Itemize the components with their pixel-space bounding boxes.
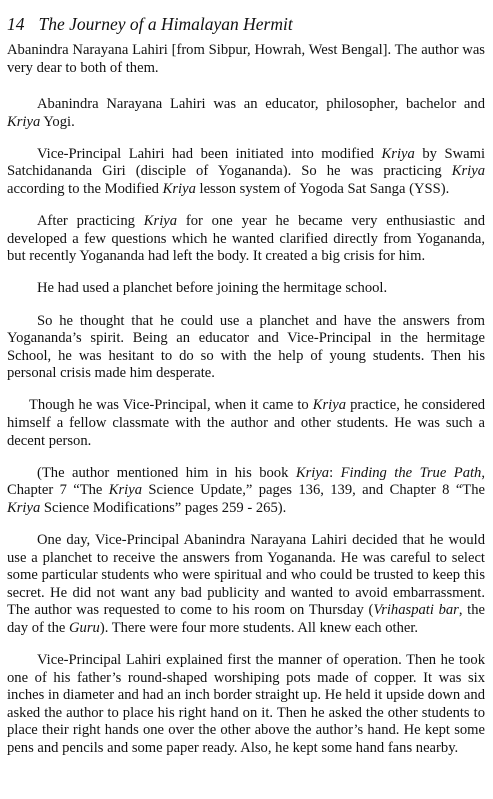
paragraph: [7, 532, 485, 638]
paragraph: [7, 313, 485, 383]
italic-text: Kriya: [7, 113, 41, 130]
text-run: , the day of the: [7, 602, 485, 636]
book-title: The Journey of a Himalayan Hermit: [38, 14, 293, 34]
paragraph: [7, 465, 485, 518]
running-header: [7, 14, 485, 34]
text-run: (The author mentioned him in his book: [37, 464, 296, 481]
text-run: Yogi.: [40, 113, 75, 130]
italic-text: Kriya: [312, 397, 347, 414]
italic-text: Vrihaspati bar: [373, 602, 459, 619]
text-run: for one year he became very enthusiastic and developed a few questions which he wanted clarified directly from Yogananda, but recently Yogananda had left the body. It created a big crisis for him.: [7, 213, 486, 265]
text-run: Though he was Vice-Principal, when it came to: [29, 397, 313, 414]
text-run: Abanindra Narayana Lahiri [from Sibpur, Howrah, West Bengal]. The author was very dear to both of them.: [7, 42, 485, 76]
italic-text: Kriya: [381, 145, 415, 162]
paragraph: [7, 652, 485, 758]
italic-text: Kriya: [451, 163, 485, 180]
italic-text: Guru: [69, 619, 100, 636]
body-text: [7, 42, 485, 758]
text-run: ). There were four more students. All knew each other.: [99, 619, 419, 636]
paragraph: [7, 280, 485, 298]
italic-text: Finding the True Path: [340, 464, 482, 481]
text-run: He had used a planchet before joining the hermitage school.: [37, 280, 388, 297]
text-run: according to the Modified: [7, 181, 163, 198]
page-number: 14: [7, 14, 25, 34]
italic-text: Kriya: [295, 464, 330, 481]
text-run: One day, Vice-Principal Abanindra Narayana Lahiri decided that he would use a planchet to receive the answers from Yogananda. He was careful to select some particular students who were spiritual and who could be trusted to keep this secret. He did not want any bad publicity and wanted to avoid embarrassment. The author was requested to come to his room on Thursday (: [7, 531, 485, 619]
paragraph: [7, 397, 485, 450]
text-run: , Chapter 7 “The: [7, 464, 485, 499]
text-run: :: [329, 464, 341, 481]
italic-text: Kriya: [7, 499, 41, 516]
text-run: So he thought that he could use a planchet and have the answers from Yogananda’s spirit. Being an educator and Vice-Principal in the hermitage School, he was hesitant to do so with the help of young students. Then his personal crisis made him desperate.: [7, 312, 485, 382]
text-run: After practicing: [37, 213, 144, 230]
text-run: Science Modifications” pages 259 - 265).: [40, 499, 287, 516]
italic-text: Kriya: [143, 213, 178, 230]
paragraph: [7, 213, 485, 266]
text-run: Vice-Principal Lahiri had been initiated into modified: [37, 145, 382, 162]
text-run: practice, he considered himself a fellow classmate with the author and other students. He was such a decent person.: [7, 397, 485, 449]
paragraph: [7, 146, 485, 199]
text-run: Abanindra Narayana Lahiri was an educator, philosopher, bachelor and: [37, 96, 485, 113]
text-run: Vice-Principal Lahiri explained first the manner of operation. Then he took one of his father’s round-shaped worshiping pots made of copper. It was six inches in diameter and had an inch border straight up. He held it upside down and asked the author to place his right hand on it. Then he asked the other students to place their right hands one over the other above the author’s hand. He kept some pens and pencils and some paper ready. Also, he kept some hand fans nearby.: [7, 652, 485, 756]
text-run: Science Update,” pages 136, 139, and Chapter 8 “The: [142, 482, 485, 499]
paragraph: [7, 96, 485, 131]
paragraph: [7, 42, 485, 77]
italic-text: Kriya: [108, 482, 143, 499]
text-run: by Swami Satchidananda Giri (disciple of Yogananda). So he was practicing: [7, 145, 486, 180]
italic-text: Kriya: [162, 181, 196, 198]
text-run: lesson system of Yogoda Sat Sanga (YSS).: [195, 181, 450, 198]
